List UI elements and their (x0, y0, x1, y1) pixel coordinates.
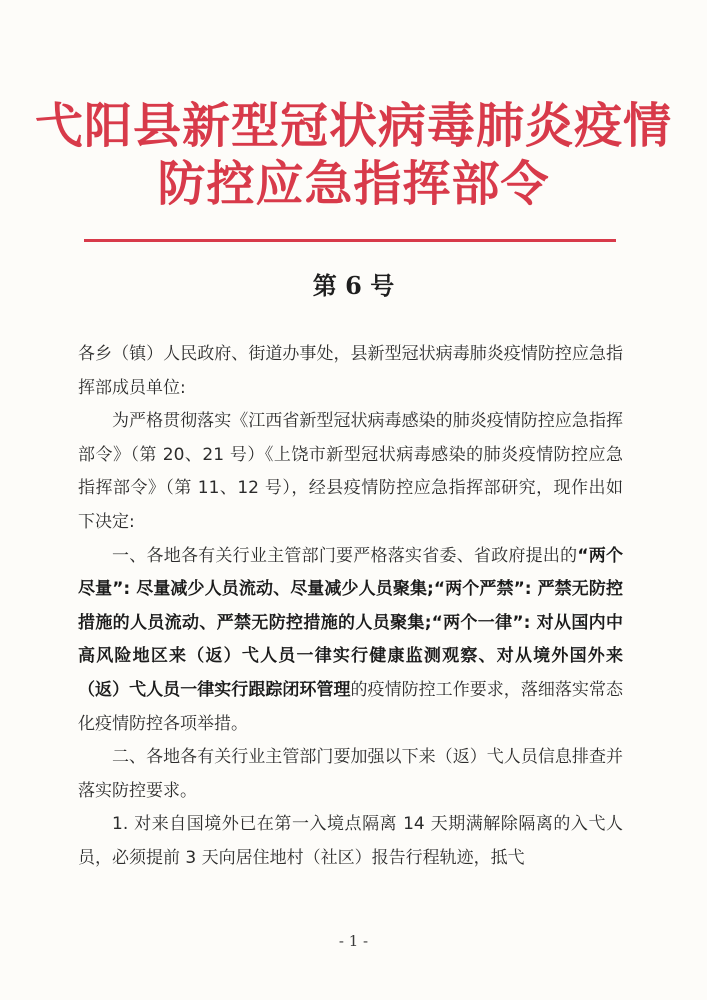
document-number: 第 6 号 (312, 271, 395, 300)
page-number: - 1 - (338, 932, 369, 950)
section-1-two-uniform-rules: “两个一律”: 对从国内中高风险地区来（返）弋人员一律实行健康监测观察、对从境外国外来（返）弋人员一律实行跟踪闭环管理 (78, 612, 623, 700)
section-1-two-try-best: “两个尽量”: 尽量减少人员流动、尽量减少人员聚集; (78, 545, 623, 600)
section-1-two-prohibitions: “两个严禁”: 严禁无防控措施的人员流动、严禁无防控措施的人员聚集; (78, 579, 624, 633)
salutation: 各乡（镇）人民政府、街道办事处，县新型冠状病毒肺炎疫情防控应急指挥部成员单位: (78, 344, 623, 398)
header-title-line1: 弋阳县新型冠状病毒肺炎疫情 (34, 98, 672, 154)
section-2-paragraph: 二、各地各有关行业主管部门要加强以下来（返）弋人员信息排查并落实防控要求。 (78, 747, 623, 801)
header-title-line2: 防控应急指挥部令 (157, 156, 550, 212)
intro-paragraph: 为严格贯彻落实《江西省新型冠状病毒感染的肺炎疫情防控应急指挥部令》（第 20、21 号）《上饶市新型冠状病毒感染的肺炎疫情防控应急指挥部令》（第 11、12 号），经县疫情防控应急指挥部研究，现作出如下决定: (78, 411, 623, 532)
item-1-paragraph: 1. 对来自国境外已在第一入境点隔离 14 天期满解除隔离的入弋人员，必须提前 3 天向居住地村（社区）报告行程轨迹，抵弋 (78, 814, 623, 868)
header-red-rule (84, 239, 616, 242)
section-1-lead: 一、各地各有关行业主管部门要严格落实省委、省政府提出的 (112, 545, 578, 566)
section-1-paragraph (78, 540, 623, 742)
section-1-tail: 的疫情防控工作要求，落细落实常态化疫情防控各项举措。 (78, 679, 623, 734)
document-body (78, 338, 623, 876)
